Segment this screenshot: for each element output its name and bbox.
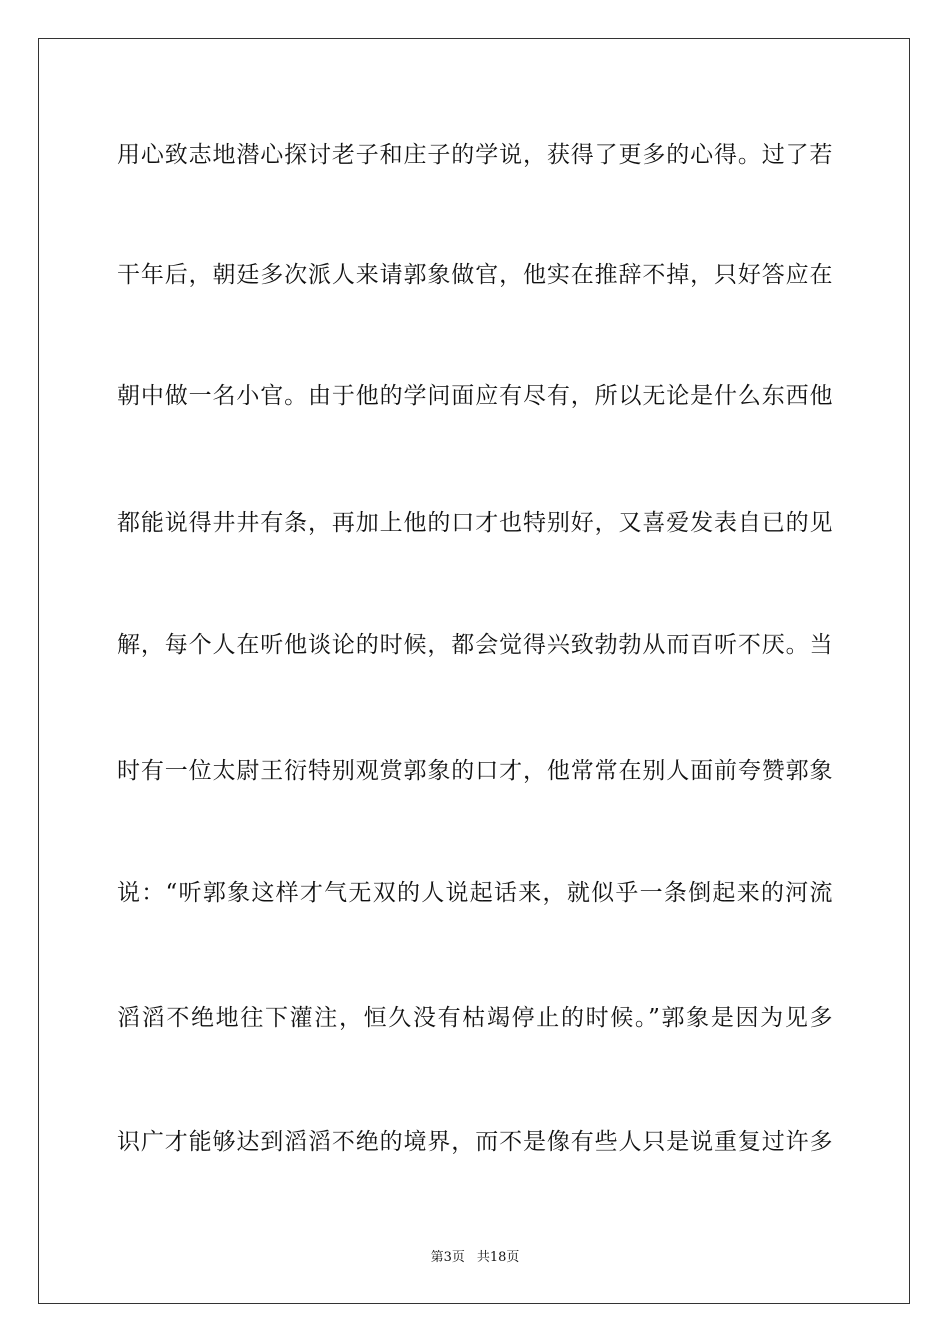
page-total: 共18页 <box>476 1250 520 1265</box>
page-footer <box>0 1250 950 1266</box>
text-line-8: 滔滔不绝地往下灌注，恒久没有枯竭停止的时候。”郭象是因为见多 <box>117 1005 833 1031</box>
text-line-2: 干年后，朝廷多次派人来请郭象做官，他实在推辞不掉，只好答应在 <box>117 262 833 288</box>
page-number: 第3页 <box>430 1250 465 1265</box>
page-border <box>38 38 910 1304</box>
text-line-7: 说：“听郭象这样才气无双的人说起话来，就似乎一条倒起来的河流 <box>117 880 833 906</box>
text-line-9: 识广才能够达到滔滔不绝的境界，而不是像有些人只是说重复过许多 <box>117 1129 833 1155</box>
text-line-5: 解，每个人在听他谈论的时候，都会觉得兴致勃勃从而百听不厌。当 <box>117 632 833 658</box>
text-line-3: 朝中做一名小官。由于他的学问面应有尽有，所以无论是什么东西他 <box>117 383 833 409</box>
text-line-4: 都能说得井井有条，再加上他的口才也特别好，又喜爱发表自已的见 <box>117 510 833 536</box>
text-line-1: 用心致志地潜心探讨老子和庄子的学说，获得了更多的心得。过了若 <box>117 142 833 168</box>
text-line-6: 时有一位太尉王衍特别观赏郭象的口才，他常常在别人面前夸赞郭象 <box>117 758 833 784</box>
